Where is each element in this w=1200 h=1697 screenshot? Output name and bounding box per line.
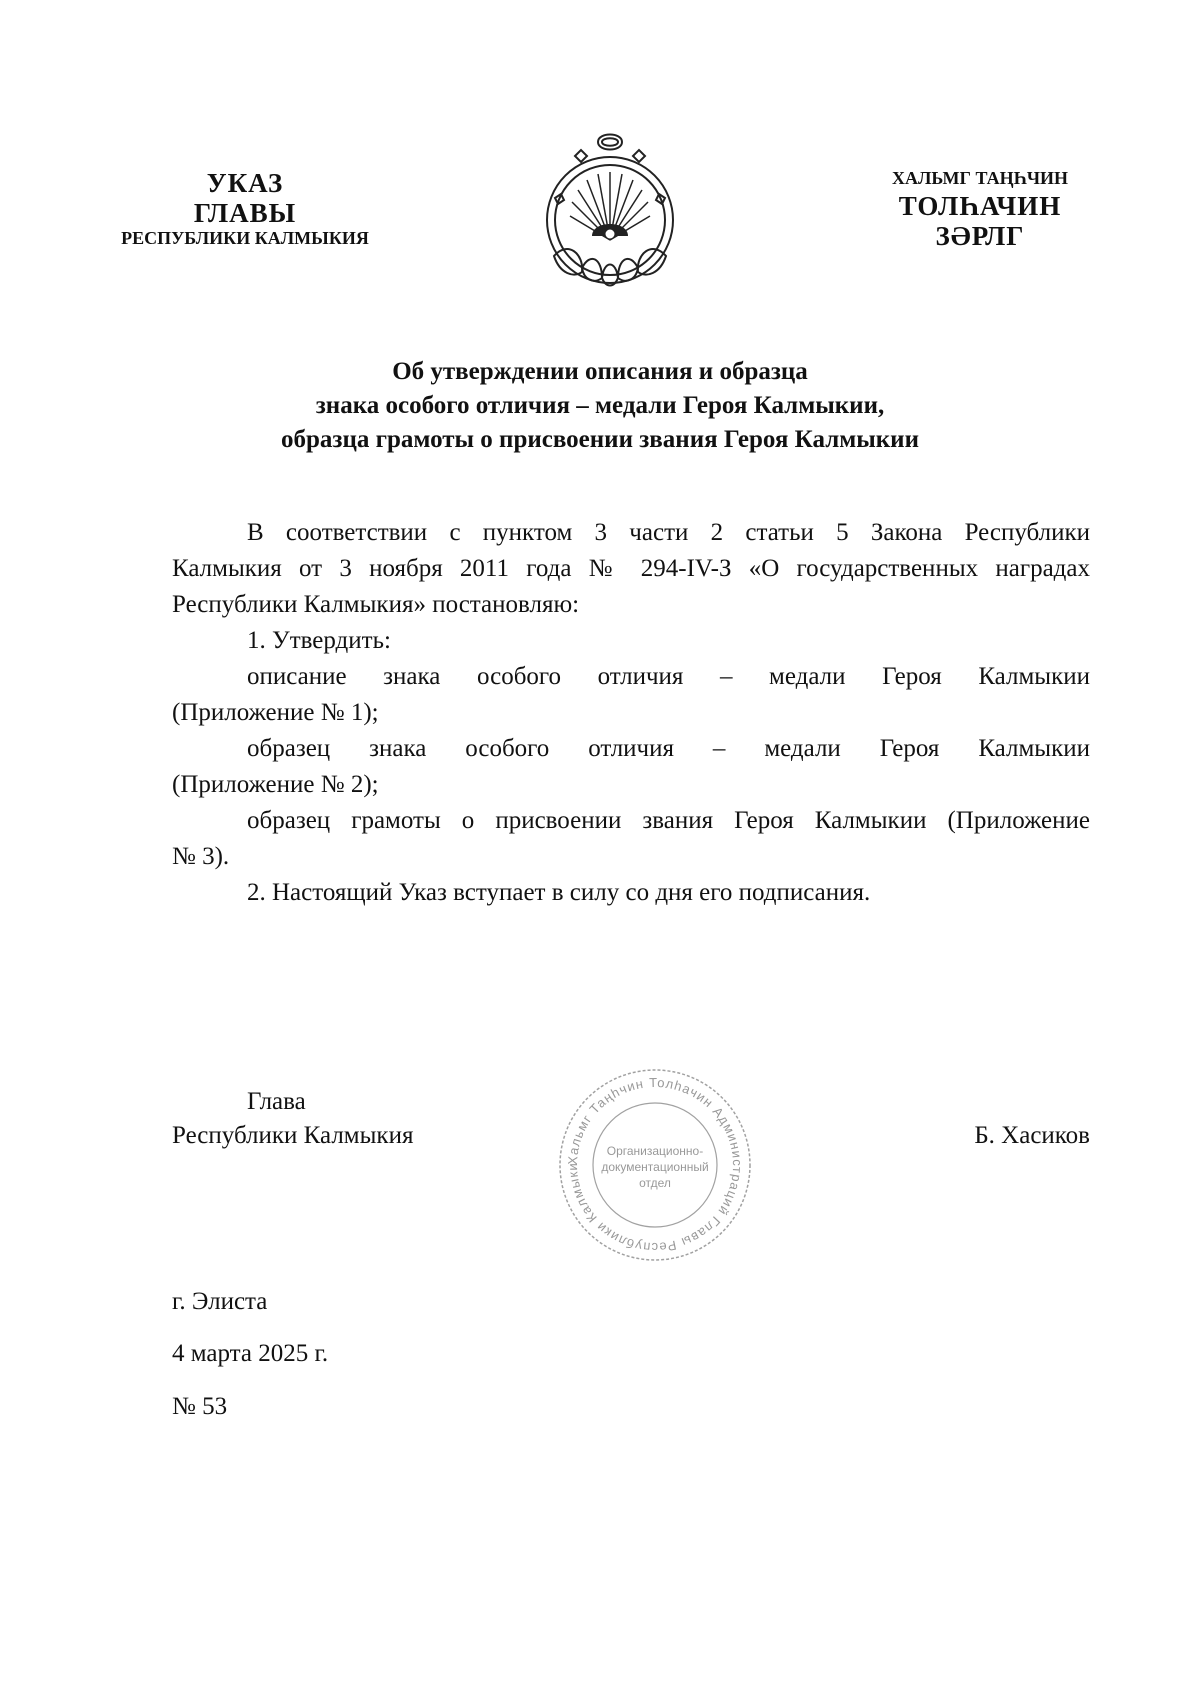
signatory-position-line-2: Республики Калмыкия — [172, 1122, 414, 1149]
sub-item-2-line-2: (Приложение № 2); — [172, 771, 379, 798]
sub-item-2 — [172, 731, 1090, 803]
header-right — [855, 168, 1105, 252]
header-right-title: ТОЛҺАЧИН — [898, 191, 1062, 222]
signatory-name: Б. Хасиков — [974, 1122, 1090, 1149]
item-1: 1. Утвердить: — [247, 627, 391, 654]
title-line-3: образца грамоты о присвоении звания Героя Калмыкии — [281, 426, 919, 453]
sub-item-1-line-1: описание знака особого отличия – медали Героя Калмыкии — [247, 663, 1090, 690]
title-line-1: Об утверждении описания и образца — [392, 358, 808, 385]
footer-date: 4 марта 2025 г. — [172, 1340, 329, 1367]
stamp-center-line-1: Организационно- — [606, 1144, 704, 1158]
sub-item-3-line-2: № 3). — [172, 843, 230, 870]
signatory-position-line-1: Глава — [247, 1088, 306, 1115]
signatory-position — [172, 1085, 413, 1153]
document-title — [0, 355, 1200, 457]
header-right-republic: ХАЛЬМГ ТАҢҺЧИН — [891, 168, 1069, 188]
header-left-title: УКАЗ — [206, 168, 284, 198]
sub-item-2-line-1: образец знака особого отличия – медали Героя Калмыкии — [247, 735, 1090, 762]
intro-line-2: Калмыкия от 3 ноября 2011 года № 294-IV-З «О государственных наградах — [172, 555, 1090, 582]
sub-item-1 — [172, 659, 1090, 731]
coat-of-arms-icon — [540, 128, 680, 293]
document-body — [172, 515, 1090, 911]
stamp-center-line-3: отдел — [639, 1176, 671, 1190]
header-left-republic: РЕСПУБЛИКИ КАЛМЫКИЯ — [121, 228, 369, 249]
footer-number: № 53 — [172, 1393, 228, 1420]
sub-item-1-line-2: (Приложение № 1); — [172, 699, 379, 726]
official-stamp — [555, 1065, 755, 1265]
intro-line-1: В соответствии с пунктом 3 части 2 статьи 5 Закона Республики — [247, 519, 1090, 546]
footer-city: г. Элиста — [172, 1288, 268, 1315]
header-left-subtitle: ГЛАВЫ — [193, 198, 297, 229]
item-2: 2. Настоящий Указ вступает в силу со дня его подписания. — [247, 879, 871, 906]
intro-paragraph — [172, 515, 1090, 623]
header-right-subtitle: ЗӘРЛГ — [935, 221, 1025, 252]
stamp-ring-text: Хальмг Таңһчин Толһачин Администраций Главы Республики Калмыки — [564, 1074, 746, 1256]
title-line-2: знака особого отличия – медали Героя Калмыкии, — [315, 392, 885, 419]
stamp-center-line-2: документационный — [601, 1160, 709, 1174]
header-left — [80, 168, 410, 249]
intro-line-3: Республики Калмыкия» постановляю: — [172, 591, 580, 618]
sub-item-3 — [172, 803, 1090, 875]
sub-item-3-line-1: образец грамоты о присвоении звания Героя Калмыкии (Приложение — [247, 807, 1090, 834]
